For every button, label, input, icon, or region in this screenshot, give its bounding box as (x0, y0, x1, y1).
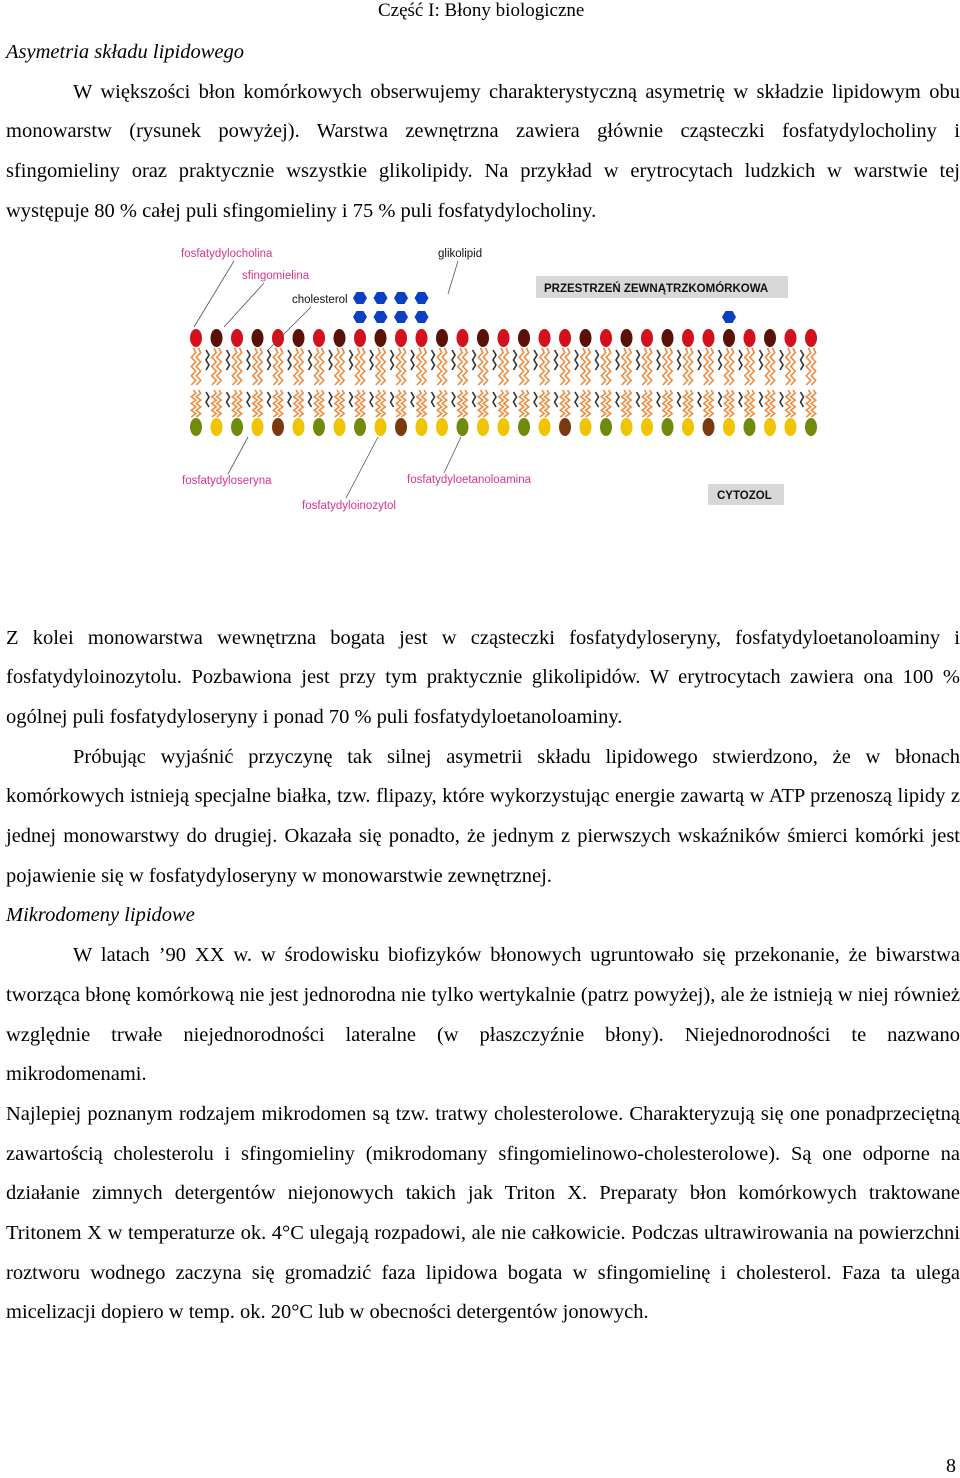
inner-lipid-head (498, 418, 510, 436)
lipid-tail (811, 348, 815, 385)
inner-lipid-head (334, 418, 346, 436)
outer-lipid-head (375, 329, 387, 347)
inner-lipid-head (805, 418, 817, 436)
inner-lipid-head (682, 418, 694, 436)
cholesterol-mark (514, 392, 517, 407)
cholesterol-mark (350, 350, 353, 370)
cholesterol-mark (801, 350, 804, 370)
lipid-tail (273, 348, 277, 385)
label-cholesterol: cholesterol (292, 293, 348, 306)
lipid-tail (422, 348, 426, 385)
inner-lipid-head (641, 418, 653, 436)
lipid-tail (586, 390, 590, 417)
cholesterol-mark (555, 350, 558, 370)
cholesterol-mark (206, 350, 209, 370)
cholesterol-mark (268, 350, 271, 370)
inner-lipid-head (539, 418, 551, 436)
paragraph-microdomains-intro: W latach ’90 XX w. w środowisku biofizyków błonowych ugruntowało się przekonanie, że biwarstwa tworząca błonę komórkową nie jest jednorodna nie tylko wertykalnie (patrz powyżej), ale że istnieją w niej również względnie trwałe niejednorodności lateralne (w płaszczyźnie błony). Niejednorodności te nazwano mikrodomenami. (6, 944, 960, 1086)
lipid-tail (401, 348, 405, 385)
glycolipid-sugar (415, 311, 429, 323)
cholesterol-mark (227, 350, 230, 370)
lipid-tail (340, 390, 344, 417)
lipid-tail (806, 348, 810, 385)
lipid-tail (709, 390, 713, 417)
cholesterol-mark (493, 350, 496, 370)
cholesterol-mark (473, 392, 476, 407)
lipid-tail (458, 348, 462, 385)
glycolipid-sugar (415, 292, 429, 304)
lipid-tail (396, 348, 400, 385)
lipid-tail (683, 348, 687, 385)
section-heading-microdomains: Mikrodomeny lipidowe (6, 904, 195, 927)
lipid-tail (581, 348, 585, 385)
outer-lipid-head (518, 329, 530, 347)
inner-lipid-head (211, 418, 223, 436)
cholesterol-mark (575, 392, 578, 407)
cholesterol-mark (227, 392, 230, 407)
outer-lipid-head (744, 329, 756, 347)
lipid-tail (750, 390, 754, 417)
outer-lipid-head (190, 329, 202, 347)
outer-lipid-head (805, 329, 817, 347)
pointer-sphingomyelin (224, 283, 264, 327)
lipid-tail (770, 390, 774, 417)
pointer-cholesterol (268, 307, 311, 350)
cholesterol-mark (247, 350, 250, 370)
lipid-tail (376, 348, 380, 385)
cholesterol-mark (411, 392, 414, 407)
lipid-tail (381, 348, 385, 385)
lipid-tail (786, 348, 790, 385)
outer-lipid-head (621, 329, 633, 347)
paragraph-asymmetry-intro: W większości błon komórkowych obserwujemy charakterystyczną asymetrię w składzie lipidowym obu monowarstw (rysunek powyżej). Warstwa zewnętrzna zawiera głównie cząsteczki fosfatydylocholiny i sfingomieliny oraz praktycznie wszystkie glikolipidy. Na przykład w erytrocytach ludzkich w warstwie tej występuje 80 % całej puli sfingomieliny i 75 % puli fosfatydylocholiny. (6, 80, 960, 222)
cholesterol-mark (760, 350, 763, 370)
glycolipid-sugar (394, 311, 408, 323)
outer-lipid-head (764, 329, 776, 347)
lipid-tail (709, 348, 713, 385)
lipid-tail (499, 348, 503, 385)
inner-lipid-head (252, 418, 264, 436)
outer-lipid-head (457, 329, 469, 347)
lipid-tail (663, 348, 667, 385)
outer-lipid-head (600, 329, 612, 347)
lipid-tail (791, 348, 795, 385)
cholesterol-mark (534, 350, 537, 370)
cholesterol-mark (801, 392, 804, 407)
label-phosphatidylserine: fosfatydyloseryna (182, 474, 272, 487)
inner-lipid-head (785, 418, 797, 436)
outer-lipid-head (436, 329, 448, 347)
lipid-tail (360, 390, 364, 417)
inner-lipid-head (395, 418, 407, 436)
lipid-tail (299, 390, 303, 417)
outer-lipid-head (641, 329, 653, 347)
lipid-tail (253, 348, 257, 385)
outer-lipid-head (580, 329, 592, 347)
cholesterol-mark (432, 350, 435, 370)
lipid-tail (196, 348, 200, 385)
cholesterol-mark (637, 392, 640, 407)
outer-lipid-head (703, 329, 715, 347)
cholesterol-mark (780, 350, 783, 370)
lipid-tail (319, 390, 323, 417)
lipid-tail (483, 348, 487, 385)
lipid-tail (627, 348, 631, 385)
glycolipid-sugar (353, 311, 367, 323)
lipid-tail (278, 348, 282, 385)
lipid-tail (191, 348, 195, 385)
bilayer-layer (190, 292, 817, 436)
lipid-tail (545, 348, 549, 385)
paragraph-inner-leaflet: Z kolei monowarstwa wewnętrzna bogata jest w cząsteczki fosfatydyloseryny, fosfatydyloetanoloaminy i fosfatydyloinozytolu. Pozbawiona jest przy tym praktycznie glikolipidów. W erytrocytach zawiera ona 100 % ogólnej puli fosfatydyloseryny i ponad 70 % puli fosfatydyloetanoloaminy. (6, 626, 960, 728)
cholesterol-mark (780, 392, 783, 407)
outer-lipid-head (682, 329, 694, 347)
lipid-tail (688, 348, 692, 385)
document-body (6, 33, 960, 1333)
lipid-tail (463, 390, 467, 417)
lipid-tail (237, 348, 241, 385)
inner-lipid-head (580, 418, 592, 436)
cholesterol-mark (329, 392, 332, 407)
lipid-tail (258, 348, 262, 385)
lipid-tail (442, 348, 446, 385)
lipid-tail (601, 348, 605, 385)
lipid-tail (401, 390, 405, 417)
outer-lipid-head (477, 329, 489, 347)
inner-lipid-head (477, 418, 489, 436)
inner-lipid-head (559, 418, 571, 436)
glycolipid-sugar (353, 292, 367, 304)
cholesterol-mark (370, 392, 373, 407)
cholesterol-mark (575, 350, 578, 370)
label-phosphatidylcholine: fosfatydylocholina (181, 247, 273, 260)
cholesterol-mark (657, 392, 660, 407)
cholesterol-mark (391, 392, 394, 407)
lipid-tail (545, 390, 549, 417)
cholesterol-mark (452, 350, 455, 370)
pointer-phosphatidylcholine (194, 261, 234, 327)
outer-lipid-head (211, 329, 223, 347)
lipid-tail (540, 348, 544, 385)
lipid-tail (519, 348, 523, 385)
lipid-tail (724, 348, 728, 385)
lipid-tail (791, 390, 795, 417)
lipid-tail (524, 390, 528, 417)
lipid-tail (729, 348, 733, 385)
lipid-tail (811, 390, 815, 417)
lipid-tail (314, 348, 318, 385)
inner-lipid-head (375, 418, 387, 436)
lipid-tail (765, 348, 769, 385)
lipid-tail (729, 390, 733, 417)
cholesterol-mark (268, 392, 271, 407)
label-sphingomyelin: sfingomielina (242, 269, 310, 282)
lipid-tail (258, 390, 262, 417)
section-heading-asymmetry: Asymetria składu lipidowego (6, 41, 245, 63)
cholesterol-mark (411, 350, 414, 370)
inner-lipid-head (231, 418, 243, 436)
page-number: 8 (946, 1455, 956, 1477)
lipid-tail (668, 390, 672, 417)
lipid-tail (642, 348, 646, 385)
outer-lipid-head (354, 329, 366, 347)
lipid-tail (299, 348, 303, 385)
lipid-tail (360, 348, 364, 385)
lipid-tail (606, 348, 610, 385)
lipid-tail (294, 348, 298, 385)
lipid-tail (437, 348, 441, 385)
lipid-tail (627, 390, 631, 417)
cholesterol-mark (391, 350, 394, 370)
cholesterol-mark (678, 392, 681, 407)
glycolipid-sugar (374, 292, 388, 304)
lipid-tail (422, 390, 426, 417)
lipid-bilayer-diagram (6, 232, 960, 619)
cholesterol-mark (596, 350, 599, 370)
inner-lipid-head (190, 418, 202, 436)
lipid-tail (750, 348, 754, 385)
cholesterol-mark (698, 392, 701, 407)
cholesterol-mark (309, 350, 312, 370)
figure-labels (181, 248, 788, 512)
inner-lipid-head (354, 418, 366, 436)
cholesterol-mark (719, 392, 722, 407)
lipid-tail (237, 390, 241, 417)
lipid-tail (504, 348, 508, 385)
cholesterol-mark (329, 350, 332, 370)
lipid-tail (463, 348, 467, 385)
label-extracellular-space: PRZESTRZEŃ ZEWNĄTRZKOMÓRKOWA (544, 282, 769, 295)
paragraph-flippases: Próbując wyjaśnić przyczynę tak silnej asymetrii składu lipidowego stwierdzono, że w błonach komórkowych istnieją specjalne białka, tzw. flipazy, które wykorzystując energie zawartą w ATP przenoszą lipidy z jednej monowarstwy do drugiej. Okazała się ponadto, że jednym z pierwszych wskaźników śmierci komórki jest pojawienie się w fosfatydyloseryny w monowarstwie zewnętrznej. (6, 745, 960, 887)
label-glycolipid: glikolipid (438, 247, 483, 260)
lipid-tail (606, 390, 610, 417)
cholesterol-mark (698, 350, 701, 370)
inner-lipid-head (457, 418, 469, 436)
label-cytosol: CYTOZOL (717, 489, 772, 502)
paragraph-lipid-rafts: Najlepiej poznanym rodzajem mikrodomen są tzw. tratwy cholesterolowe. Charakteryzują się one ponadprzeciętną zawartością cholesterolu i sfingomieliny (mikrodomany sfingomielinowo-cholesterolowe). Są one odporne na działanie zimnych detergentów niejonowych takich jak Triton X. Preparaty błon komórkowych traktowane Tritonem X w temperaturze ok. 4°C ulegają rozpadowi, ale nie całkowicie. Podczas ultrawirowania na powierzchni roztworu wodnego zaczyna się gromadzić faza lipidowa bogata w sfingomielinę i cholesterol. Faza ta ulega micelizacji dopiero w temp. ok. 20°C lub w obecności detergentów jonowych. (6, 1102, 960, 1324)
pointer-phosphatidylinositol (346, 437, 378, 498)
inner-lipid-head (272, 418, 284, 436)
inner-lipid-head (703, 418, 715, 436)
outer-lipid-head (293, 329, 305, 347)
lipid-tail (745, 348, 749, 385)
lipid-tail (622, 348, 626, 385)
outer-lipid-head (416, 329, 428, 347)
cholesterol-mark (739, 350, 742, 370)
cholesterol-mark (534, 392, 537, 407)
outer-lipid-head (252, 329, 264, 347)
cholesterol-mark (350, 392, 353, 407)
outer-lipid-head (231, 329, 243, 347)
lipid-tail (217, 390, 221, 417)
lipid-tail (565, 390, 569, 417)
cholesterol-mark (555, 392, 558, 407)
inner-lipid-head (723, 418, 735, 436)
glycolipid-sugar (722, 311, 736, 323)
cholesterol-mark (288, 350, 291, 370)
cholesterol-mark (616, 392, 619, 407)
inner-lipid-head (764, 418, 776, 436)
lipid-tail (504, 390, 508, 417)
membrane-figure (6, 232, 960, 619)
inner-lipid-head (416, 418, 428, 436)
cholesterol-mark (678, 350, 681, 370)
cholesterol-mark (719, 350, 722, 370)
lipid-tail (704, 348, 708, 385)
cholesterol-mark (309, 392, 312, 407)
inner-lipid-head (436, 418, 448, 436)
outer-lipid-head (334, 329, 346, 347)
outer-lipid-head (395, 329, 407, 347)
cholesterol-mark (288, 392, 291, 407)
outer-lipid-head (313, 329, 325, 347)
pointer-glycolipid (448, 261, 458, 294)
cholesterol-mark (493, 392, 496, 407)
cholesterol-mark (473, 350, 476, 370)
lipid-tail (442, 390, 446, 417)
cholesterol-mark (616, 350, 619, 370)
cholesterol-mark (452, 392, 455, 407)
lipid-tail (417, 348, 421, 385)
lipid-tail (278, 390, 282, 417)
outer-lipid-head (498, 329, 510, 347)
lipid-tail (217, 348, 221, 385)
lipid-tail (335, 348, 339, 385)
lipid-tail (319, 348, 323, 385)
pointer-phosphatidylethanolamine (444, 437, 461, 473)
lipid-tail (586, 348, 590, 385)
inner-lipid-head (293, 418, 305, 436)
inner-lipid-head (744, 418, 756, 436)
running-header: Część I: Błony biologiczne (378, 0, 585, 21)
outer-lipid-head (723, 329, 735, 347)
lipid-tail (212, 348, 216, 385)
cholesterol-mark (247, 392, 250, 407)
lipid-tail (565, 348, 569, 385)
glycolipid-sugar (374, 311, 388, 323)
inner-lipid-head (621, 418, 633, 436)
cholesterol-mark (596, 392, 599, 407)
inner-lipid-head (518, 418, 530, 436)
lipid-tail (647, 390, 651, 417)
cholesterol-mark (206, 392, 209, 407)
cholesterol-mark (370, 350, 373, 370)
cholesterol-mark (432, 392, 435, 407)
inner-lipid-head (600, 418, 612, 436)
outer-lipid-head (539, 329, 551, 347)
label-phosphatidylinositol: fosfatydyloinozytol (302, 499, 396, 512)
cholesterol-mark (514, 350, 517, 370)
lipid-tail (232, 348, 236, 385)
lipid-tail (647, 348, 651, 385)
lipid-tail (524, 348, 528, 385)
inner-lipid-head (662, 418, 674, 436)
lipid-tail (478, 348, 482, 385)
lipid-tail (668, 348, 672, 385)
lipid-tail (560, 348, 564, 385)
outer-lipid-head (785, 329, 797, 347)
lipid-tail (381, 390, 385, 417)
pointer-phosphatidylserine (228, 437, 248, 474)
outer-lipid-head (662, 329, 674, 347)
glycolipid-sugar (394, 292, 408, 304)
lipid-tail (688, 390, 692, 417)
lipid-tail (196, 390, 200, 417)
outer-lipid-head (559, 329, 571, 347)
label-phosphatidylethanolamine: fosfatydyloetanoloamina (407, 473, 532, 486)
cholesterol-mark (739, 392, 742, 407)
lipid-tail (355, 348, 359, 385)
lipid-tail (770, 348, 774, 385)
lipid-tail (483, 390, 487, 417)
inner-lipid-head (313, 418, 325, 436)
lipid-tail (340, 348, 344, 385)
cholesterol-mark (637, 350, 640, 370)
cholesterol-mark (657, 350, 660, 370)
cholesterol-mark (760, 392, 763, 407)
